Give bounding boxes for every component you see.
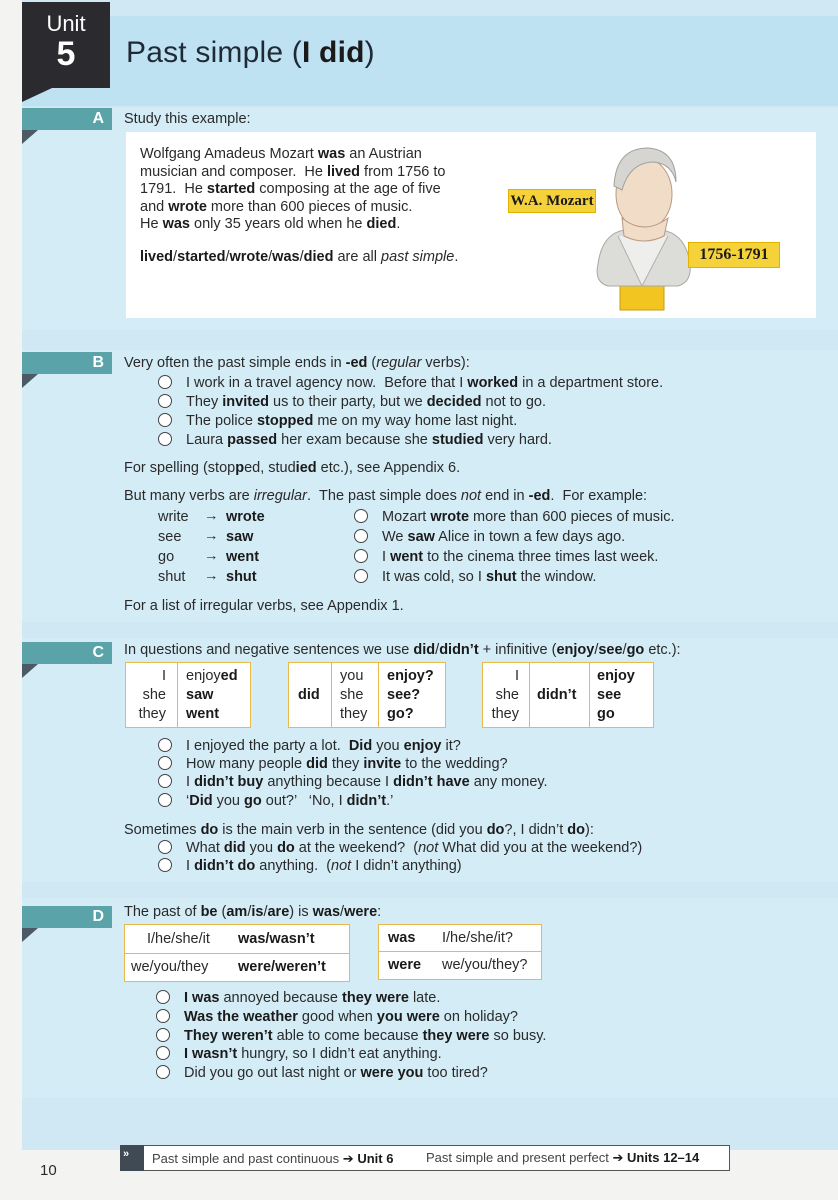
verb: saw — [186, 687, 214, 703]
mozart-dates-label: 1756-1791 — [688, 242, 780, 268]
verb: was/wasn’t — [238, 931, 315, 947]
verb-past: went — [226, 549, 260, 565]
verb-past: saw — [226, 529, 254, 545]
verb: enjoy — [597, 668, 635, 684]
subject: I/he/she/it? — [442, 930, 513, 946]
example-sentence: I didn’t do anything. (not I didn’t anything) — [158, 857, 462, 875]
page-number: 10 — [40, 1162, 57, 1179]
verb: were — [388, 957, 422, 973]
be-question-table — [378, 924, 542, 980]
questions-negatives-intro: In questions and negative sentences we use did/didn’t + infinitive (enjoy/see/go etc.): — [124, 642, 681, 658]
example-sentence: I enjoyed the party a lot. Did you enjoy it? — [158, 737, 461, 755]
audio-icon[interactable] — [158, 774, 172, 788]
audio-icon[interactable] — [158, 756, 172, 770]
mozart-bust-image — [588, 136, 698, 312]
section-a-intro: Study this example: — [124, 111, 251, 127]
arrow-icon: → — [204, 548, 219, 564]
example-sentence: What did you do at the weekend? (not What did you at the weekend?) — [158, 839, 642, 857]
verb: go — [597, 706, 615, 722]
audio-icon[interactable] — [158, 858, 172, 872]
audio-icon[interactable] — [158, 432, 172, 446]
be-past-intro: The past of be (am/is/are) is was/were: — [124, 904, 382, 920]
mozart-paragraph: Wolfgang Amadeus Mozart was an Austrian musician and composer. He lived from 1756 to 1791. He started composing at the age of five and wrote more than 600 pieces of music. He was only 35 years old when he died. — [140, 146, 446, 232]
audio-icon[interactable] — [158, 840, 172, 854]
example-sentence: We saw Alice in town a few days ago. — [354, 528, 625, 546]
verb: see? — [387, 687, 421, 703]
example-sentence: I didn’t buy anything because I didn’t have any money. — [158, 773, 548, 791]
arrow-icon: → — [204, 528, 219, 544]
mozart-name-label: W.A. Mozart — [508, 189, 596, 213]
be-past-table — [124, 924, 350, 982]
audio-icon[interactable] — [156, 1009, 170, 1023]
section-b-fold — [22, 374, 38, 388]
unit-word: Unit — [46, 11, 86, 36]
spelling-note: For spelling (stopped, studied etc.), see Appendix 6. — [124, 460, 461, 476]
audio-icon[interactable] — [354, 549, 368, 563]
audio-icon[interactable] — [156, 1065, 170, 1079]
audio-icon[interactable] — [158, 738, 172, 752]
unit-badge — [22, 2, 110, 88]
example-sentence: ‘Did you go out?’ ‘No, I didn’t.’ — [158, 792, 393, 810]
audio-icon[interactable] — [158, 413, 172, 427]
subject: she — [142, 687, 166, 703]
example-sentence: Was the weather good when you were on holiday? — [156, 1008, 518, 1026]
example-sentence: Mozart wrote more than 600 pieces of music. — [354, 508, 675, 526]
auxiliary: did — [298, 687, 320, 703]
arrow-icon: → — [204, 508, 219, 524]
example-sentence: I wasn’t hungry, so I didn’t eat anything. — [156, 1045, 442, 1063]
example-sentence: The police stopped me on my way home last night. — [158, 412, 517, 430]
subject: she — [495, 687, 519, 703]
verb: see — [597, 687, 622, 703]
audio-icon[interactable] — [156, 1046, 170, 1060]
page-title: Past simple (I did) — [126, 36, 375, 69]
verb-base: write — [158, 509, 189, 525]
irregular-verbs-intro: But many verbs are irregular. The past simple does not end in -ed. For example: — [124, 488, 648, 504]
cross-reference-arrows-icon: » — [120, 1145, 144, 1171]
section-c-fold — [22, 664, 38, 678]
past-simple-summary: lived/started/wrote/was/died are all past simple. — [140, 249, 459, 265]
verb-past: shut — [226, 569, 257, 585]
subject: they — [340, 706, 368, 722]
audio-icon[interactable] — [354, 509, 368, 523]
unit-number: 5 — [56, 35, 76, 73]
audio-icon[interactable] — [354, 529, 368, 543]
subject: we/you/they? — [442, 957, 528, 973]
subject: we/you/they — [131, 959, 209, 975]
audio-icon[interactable] — [158, 793, 172, 807]
arrow-icon: → — [204, 568, 219, 584]
example-sentence: How many people did they invite to the wedding? — [158, 755, 508, 773]
verb: went — [186, 706, 220, 722]
audio-icon[interactable] — [156, 990, 170, 1004]
subject: they — [138, 706, 166, 722]
example-sentence: It was cold, so I shut the window. — [354, 568, 596, 586]
audio-icon[interactable] — [158, 394, 172, 408]
verb-base: see — [158, 529, 182, 545]
verb-past: wrote — [226, 509, 265, 525]
audio-icon[interactable] — [354, 569, 368, 583]
main-verb-do-note: Sometimes do is the main verb in the sentence (did you do?, I didn’t do): — [124, 822, 594, 838]
section-d-fold — [22, 928, 38, 942]
example-sentence: Laura passed her exam because she studied very hard. — [158, 431, 552, 449]
verb: enjoy? — [387, 668, 434, 684]
irregular-list-note: For a list of irregular verbs, see Appendix 1. — [124, 598, 404, 614]
example-sentence: I was annoyed because they were late. — [156, 989, 440, 1007]
verb-base: shut — [158, 569, 186, 585]
subject: I/he/she/it — [147, 931, 210, 947]
verb-base: go — [158, 549, 175, 565]
example-sentence: They invited us to their party, but we decided not to go. — [158, 393, 546, 411]
verb: enjoyed — [186, 668, 238, 684]
verb: go? — [387, 706, 414, 722]
negative-table — [482, 662, 654, 728]
auxiliary: didn’t — [537, 687, 577, 703]
subject: I — [161, 668, 166, 684]
example-sentence: I went to the cinema three times last week. — [354, 548, 658, 566]
subject: they — [491, 706, 519, 722]
example-sentence: They weren’t able to come because they were so busy. — [156, 1027, 546, 1045]
unit-badge-fold — [22, 88, 52, 102]
affirmative-table — [125, 662, 251, 728]
cross-reference-link[interactable]: Past simple and present perfect ➔ Units 12–14 — [426, 1150, 700, 1165]
verb: were/weren’t — [238, 959, 326, 975]
example-sentence: I work in a travel agency now. Before that I worked in a department store. — [158, 374, 663, 392]
section-d-tab: D — [22, 906, 112, 928]
example-sentence: Did you go out last night or were you too tired? — [156, 1064, 488, 1082]
section-c-tab: C — [22, 642, 112, 664]
audio-icon[interactable] — [158, 375, 172, 389]
section-a-fold — [22, 130, 38, 144]
section-b-tab: B — [22, 352, 112, 374]
question-table — [288, 662, 446, 728]
subject: she — [340, 687, 364, 703]
verb: was — [388, 930, 416, 946]
regular-verbs-intro: Very often the past simple ends in -ed (regular verbs): — [124, 355, 470, 371]
subject: I — [514, 668, 519, 684]
audio-icon[interactable] — [156, 1028, 170, 1042]
subject: you — [340, 668, 364, 684]
section-a-tab: A — [22, 108, 112, 130]
cross-reference-link[interactable]: Past simple and past continuous ➔ Unit 6 — [152, 1151, 394, 1166]
